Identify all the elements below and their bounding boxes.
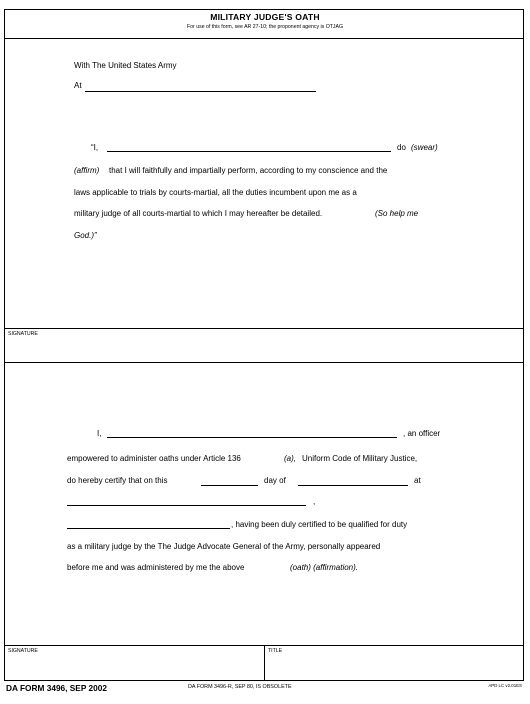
cert-at: at [414,476,421,485]
cert-signature-field[interactable] [5,654,263,680]
oath-swear-text: (swear) [411,143,438,152]
section-divider [4,362,524,363]
cert-oath-affirm: (oath) (affirmation). [290,563,359,572]
oath-do-text: do [397,143,406,152]
at-label: At [74,81,82,90]
oath-line-4: military judge of all courts-martial to which I may hereafter be detailed. [74,209,323,218]
cert-line-3: do hereby certify that on this [67,476,168,485]
header-divider [4,38,524,39]
obsolete-notice: DA FORM 3496-R, SEP 80, IS OBSOLETE [188,684,292,690]
form-subtitle: For use of this form, see AR 27-10; the proponent agency is OTJAG [187,24,343,30]
cert-line-6: as a military judge by the The Judge Advocate General of the Army, personally appeared [67,542,381,551]
day-field[interactable] [201,485,258,486]
month-year-field[interactable] [298,485,408,486]
cert-day-of: day of [264,476,286,485]
cert-line-2-end: Uniform Code of Military Justice, [302,454,418,463]
version-label: APD LC v2.01ES [488,683,522,688]
oath-signature-field[interactable] [5,337,523,361]
oath-affirm-text: (affirm) [74,166,100,175]
oath-signature-top-divider [4,328,524,329]
judge-name-field[interactable] [107,151,391,152]
location-field[interactable] [85,91,316,92]
form-title: MILITARY JUDGE'S OATH [210,12,320,22]
cert-title-field[interactable] [266,654,523,680]
oath-so-help: (So help me [375,209,419,218]
officer-name-field[interactable] [107,437,397,438]
cert-signature-label: SIGNATURE [8,648,38,654]
cert-title-label: TITLE [268,648,283,654]
oath-god: God.)” [74,231,97,240]
with-army-text: With The United States Army [74,61,177,70]
oath-quote-open: “I, [91,143,99,152]
oath-line-2: that I will faithfully and impartially perform, according to my conscience and the [109,166,388,175]
cert-i-label: I, [97,429,102,438]
cert-comma: , [313,497,316,506]
cert-line-2: empowered to administer oaths under Article 136 [67,454,241,463]
cert-an-officer: , an officer [403,429,441,438]
signature-title-divider [264,645,265,681]
cert-line-5: , having been duly certified to be qualified for duty [231,520,408,529]
cert-line-2-a: (a), [284,454,296,463]
form-number: DA FORM 3496, SEP 2002 [6,683,107,693]
cert-location-field[interactable] [67,505,306,506]
oath-line-3: laws applicable to trials by courts-martial, all the duties incumbent upon me as a [74,188,357,197]
cert-line-7: before me and was administered by me the above [67,563,245,572]
judge-name-cert-field[interactable] [67,528,230,529]
oath-signature-label: SIGNATURE [8,331,38,337]
